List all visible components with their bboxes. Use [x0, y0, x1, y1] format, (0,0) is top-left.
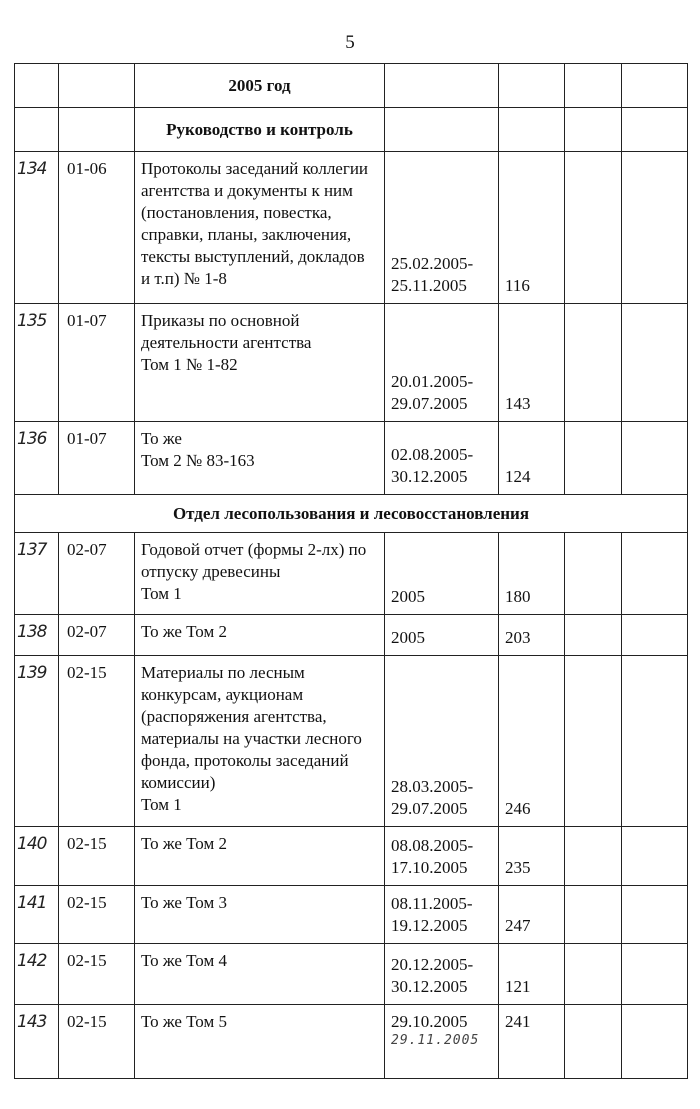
title-line: То же: [141, 429, 182, 448]
title-line: То же Том 5: [141, 1012, 227, 1031]
date-line: 2005: [391, 628, 425, 647]
document-title: [135, 656, 385, 827]
sheet-count: 203: [499, 615, 565, 656]
sheet-count: 121: [499, 944, 565, 1005]
item-number: 140: [15, 827, 59, 886]
empty-cell: [622, 944, 688, 1005]
file-index: 02-07: [59, 533, 135, 615]
item-number: 139: [15, 656, 59, 827]
empty-cell: [622, 615, 688, 656]
empty-cell: [622, 886, 688, 944]
file-index: 02-15: [59, 886, 135, 944]
file-index: 02-15: [59, 1005, 135, 1079]
document-title: [135, 533, 385, 615]
title-line: Материалы по лесным: [141, 663, 305, 682]
empty-cell: [565, 656, 622, 827]
empty-cell: [565, 422, 622, 495]
title-line: тексты выступлений, докладов: [141, 247, 365, 266]
section-title: Руководство и контроль: [135, 108, 385, 152]
date-range: [385, 827, 499, 886]
empty-cell: [565, 1005, 622, 1079]
empty-cell: [565, 615, 622, 656]
document-title: [135, 304, 385, 422]
item-number: 142: [15, 944, 59, 1005]
empty-cell: [622, 1005, 688, 1079]
item-number: 143: [15, 1005, 59, 1079]
date-line: 30.12.2005: [391, 977, 468, 996]
empty-cell: [622, 422, 688, 495]
title-line: Годовой отчет (формы 2-лх) по: [141, 540, 367, 559]
title-line: (постановления, повестка,: [141, 203, 332, 222]
item-number: 137: [15, 533, 59, 615]
file-index: 02-15: [59, 656, 135, 827]
section-title: Отдел лесопользования и лесовосстановления: [15, 495, 688, 533]
file-index: 01-06: [59, 152, 135, 304]
inventory-row: [15, 944, 688, 1005]
title-line: Том 1: [141, 584, 182, 603]
inventory-row: [15, 615, 688, 656]
title-line: Том 2 № 83-163: [141, 451, 255, 470]
document-title: [135, 827, 385, 886]
title-line: Том 1 № 1-82: [141, 355, 238, 374]
inventory-table-body: [15, 64, 688, 1079]
inventory-row: [15, 656, 688, 827]
empty-cell: [565, 533, 622, 615]
empty-cell: [565, 152, 622, 304]
inventory-row: [15, 152, 688, 304]
document-title: [135, 1005, 385, 1079]
inventory-table: [14, 63, 688, 1079]
date-line: 20.01.2005-: [391, 372, 474, 391]
date-line: 08.08.2005-: [391, 836, 474, 855]
empty-cell: [385, 64, 499, 108]
file-index: 02-07: [59, 615, 135, 656]
item-number: 136: [15, 422, 59, 495]
title-line: Том 1: [141, 795, 182, 814]
title-line: комиссии): [141, 773, 216, 792]
year-row: [15, 64, 688, 108]
inventory-row: [15, 1005, 688, 1079]
sheet-count: 124: [499, 422, 565, 495]
date-line: 28.03.2005-: [391, 777, 474, 796]
empty-cell: [565, 108, 622, 152]
date-line: 02.08.2005-: [391, 445, 474, 464]
title-line: Приказы по основной: [141, 311, 300, 330]
title-line: отпуску древесины: [141, 562, 281, 581]
title-line: То же Том 2: [141, 622, 227, 641]
title-line: Протоколы заседаний коллегии: [141, 159, 369, 178]
date-line: 17.10.2005: [391, 858, 468, 877]
empty-cell: [499, 108, 565, 152]
sheet-count: 235: [499, 827, 565, 886]
date-range: [385, 304, 499, 422]
sheet-count: 241: [499, 1005, 565, 1079]
empty-cell: [622, 656, 688, 827]
empty-cell: [59, 108, 135, 152]
title-line: То же Том 3: [141, 893, 227, 912]
handwritten-date: 29.11.2005: [391, 1033, 480, 1048]
empty-cell: [622, 304, 688, 422]
item-number: 138: [15, 615, 59, 656]
date-line: 29.10.2005: [391, 1012, 468, 1031]
empty-cell: [499, 64, 565, 108]
title-line: агентства и документы к ним: [141, 181, 353, 200]
document-title: [135, 944, 385, 1005]
empty-cell: [15, 64, 59, 108]
item-number: 134: [15, 152, 59, 304]
date-line: 25.11.2005: [391, 276, 467, 295]
empty-cell: [565, 827, 622, 886]
title-line: материалы на участки лесного: [141, 729, 362, 748]
item-number: 141: [15, 886, 59, 944]
document-title: [135, 886, 385, 944]
item-number: 135: [15, 304, 59, 422]
date-line: 29.07.2005: [391, 394, 468, 413]
sheet-count: 180: [499, 533, 565, 615]
sheet-count: 143: [499, 304, 565, 422]
empty-cell: [622, 64, 688, 108]
page-number: 5: [345, 32, 355, 53]
date-line: 08.11.2005-: [391, 894, 473, 913]
date-line: 2005: [391, 587, 425, 606]
date-range: [385, 656, 499, 827]
inventory-row: [15, 533, 688, 615]
empty-cell: [622, 827, 688, 886]
empty-cell: [59, 64, 135, 108]
date-line: 20.12.2005-: [391, 955, 474, 974]
date-range: [385, 944, 499, 1005]
section-row: [15, 495, 688, 533]
sheet-count: 116: [499, 152, 565, 304]
date-range: [385, 1005, 499, 1079]
empty-cell: [565, 304, 622, 422]
empty-cell: [622, 533, 688, 615]
inventory-row: [15, 886, 688, 944]
title-line: конкурсам, аукционам: [141, 685, 304, 704]
empty-cell: [622, 152, 688, 304]
empty-cell: [385, 108, 499, 152]
inventory-row: [15, 304, 688, 422]
inventory-row: [15, 827, 688, 886]
date-line: 29.07.2005: [391, 799, 468, 818]
empty-cell: [565, 944, 622, 1005]
empty-cell: [15, 108, 59, 152]
title-line: справки, планы, заключения,: [141, 225, 352, 244]
empty-cell: [622, 108, 688, 152]
date-range: [385, 422, 499, 495]
date-range: [385, 533, 499, 615]
title-line: и т.п) № 1-8: [141, 269, 227, 288]
file-index: 01-07: [59, 304, 135, 422]
date-line: 19.12.2005: [391, 916, 468, 935]
title-line: То же Том 4: [141, 951, 227, 970]
file-index: 01-07: [59, 422, 135, 495]
document-title: [135, 422, 385, 495]
title-line: фонда, протоколы заседаний: [141, 751, 349, 770]
date-range: [385, 152, 499, 304]
document-title: [135, 615, 385, 656]
file-index: 02-15: [59, 944, 135, 1005]
file-index: 02-15: [59, 827, 135, 886]
date-range: [385, 615, 499, 656]
empty-cell: [565, 886, 622, 944]
date-line: 30.12.2005: [391, 467, 468, 486]
sheet-count: 246: [499, 656, 565, 827]
year-heading: 2005 год: [135, 64, 385, 108]
document-title: [135, 152, 385, 304]
empty-cell: [565, 64, 622, 108]
date-range: [385, 886, 499, 944]
sheet-count: 247: [499, 886, 565, 944]
date-line: 25.02.2005-: [391, 254, 474, 273]
title-line: (распоряжения агентства,: [141, 707, 327, 726]
inventory-row: [15, 422, 688, 495]
section-row: [15, 108, 688, 152]
title-line: То же Том 2: [141, 834, 227, 853]
title-line: деятельности агентства: [141, 333, 312, 352]
